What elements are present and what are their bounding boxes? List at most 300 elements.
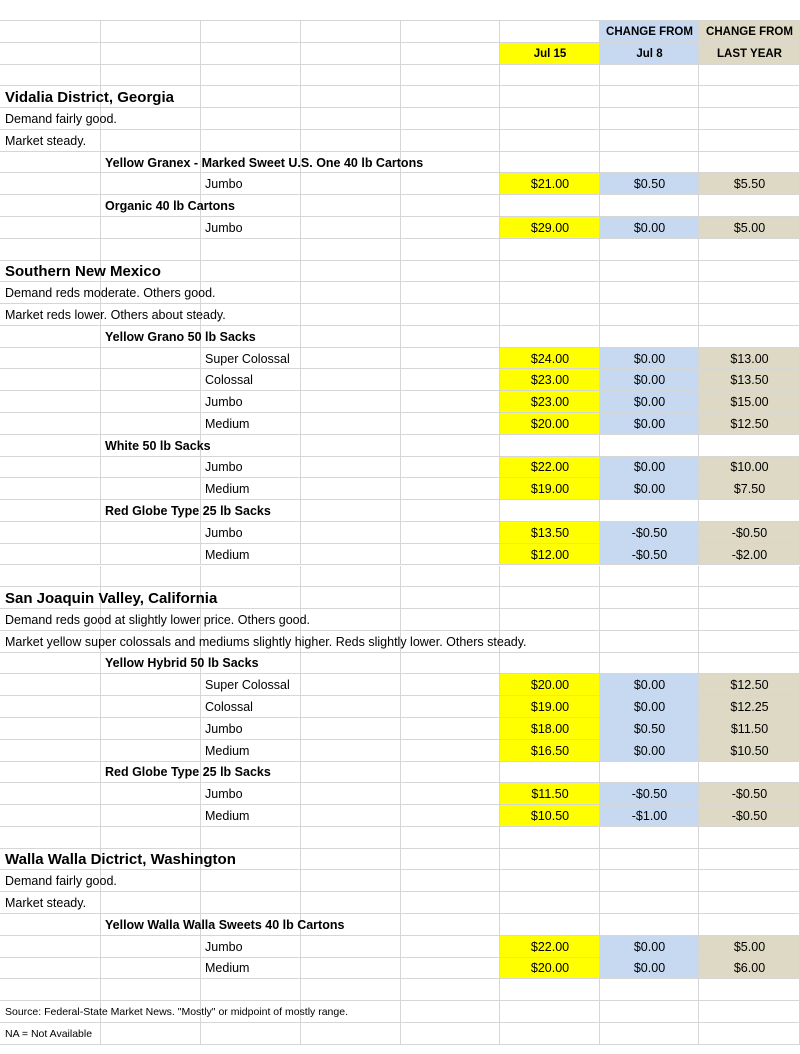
grid-cell[interactable] [600,435,699,457]
grid-cell[interactable] [401,718,500,740]
grid-cell[interactable] [301,43,401,65]
grid-cell[interactable] [101,936,201,958]
grid-cell[interactable] [401,653,500,675]
size-label: Colossal [205,700,253,715]
grid-cell[interactable] [301,936,401,958]
grid-cell[interactable] [500,849,600,871]
grid-cell[interactable] [101,1023,201,1045]
product-name: Yellow Hybrid 50 lb Sacks [105,656,259,671]
grid-cell[interactable] [0,457,101,479]
market-note: Demand reds good at slightly lower price. Others good. [5,612,311,627]
grid-cell[interactable] [401,674,500,696]
market-note-row [0,304,800,326]
grid-cell[interactable] [301,783,401,805]
grid-cell[interactable] [0,173,101,195]
week-ago-header: Jul 8 [636,47,663,60]
grid-cell[interactable] [301,195,401,217]
grid-cell[interactable] [500,827,600,849]
grid-cell[interactable] [301,261,401,283]
market-note-row [0,609,800,631]
grid-cell[interactable] [0,65,101,87]
grid-cell[interactable] [0,827,101,849]
grid-cell[interactable] [500,86,600,108]
grid-cell[interactable] [401,849,500,871]
change-from-week: -$1.00 [631,808,668,823]
region-title: Walla Walla Dictrict, Washington [5,851,236,868]
grid-cell[interactable] [0,783,101,805]
size-label: Jumbo [205,525,243,540]
grid-cell[interactable] [600,653,699,675]
product-header-row [0,435,800,457]
grid-cell[interactable] [301,587,401,609]
grid-cell[interactable] [699,979,800,1001]
grid-cell[interactable] [201,979,301,1001]
grid-cell[interactable] [401,21,500,43]
market-note: Market steady. [5,896,87,911]
grid-cell[interactable] [401,130,500,152]
grid-cell[interactable] [201,566,301,588]
grid-cell[interactable] [699,435,800,457]
grid-cell[interactable] [101,979,201,1001]
grid-cell[interactable] [401,566,500,588]
grid-cell[interactable] [101,827,201,849]
grid-cell[interactable] [500,326,600,348]
market-note-row [0,130,800,152]
grid-cell[interactable] [301,348,401,370]
grid-cell[interactable] [401,1001,500,1023]
grid-cell[interactable] [0,718,101,740]
grid-cell[interactable] [600,326,699,348]
grid-cell[interactable] [0,674,101,696]
grid-cell[interactable] [500,130,600,152]
grid-cell[interactable] [301,566,401,588]
grid-cell[interactable] [401,478,500,500]
grid-cell[interactable] [0,348,101,370]
grid-cell[interactable] [699,653,800,675]
grid-cell[interactable] [301,522,401,544]
grid-cell[interactable] [101,43,201,65]
grid-cell[interactable] [699,609,800,631]
grid-cell[interactable] [301,805,401,827]
grid-cell[interactable] [201,827,301,849]
grid-cell[interactable] [301,413,401,435]
grid-cell[interactable] [0,762,101,784]
current-date-header: Jul 15 [533,47,567,60]
grid-cell[interactable] [301,130,401,152]
grid-cell[interactable] [401,696,500,718]
current-price: $29.00 [530,220,570,235]
current-price: $20.00 [530,416,570,431]
grid-cell[interactable] [500,653,600,675]
grid-cell[interactable] [0,391,101,413]
grid-cell[interactable] [101,21,201,43]
grid-cell[interactable] [201,435,301,457]
grid-cell[interactable] [301,740,401,762]
grid-cell[interactable] [500,65,600,87]
grid-cell[interactable] [0,21,101,43]
grid-cell[interactable] [401,86,500,108]
header-row-change-from [0,21,800,43]
price-row [0,369,800,391]
price-row [0,958,800,980]
grid-cell[interactable] [600,195,699,217]
grid-cell[interactable] [301,173,401,195]
footer-source: Source: Federal-State Market News. "Mostly" or midpoint of mostly range. [5,1005,348,1018]
grid-cell[interactable] [301,21,401,43]
grid-cell[interactable] [401,958,500,980]
grid-cell[interactable] [699,631,800,653]
market-note: Market steady. [5,133,87,148]
grid-cell[interactable] [600,762,699,784]
product-name: Yellow Granex - Marked Sweet U.S. One 40 lb Cartons [105,155,424,170]
grid-cell[interactable] [699,566,800,588]
grid-cell[interactable] [201,261,301,283]
grid-cell[interactable] [201,892,301,914]
grid-cell[interactable] [500,282,600,304]
grid-cell[interactable] [101,522,201,544]
grid-cell[interactable] [201,239,301,261]
grid-cell[interactable] [699,1001,800,1023]
grid-cell[interactable] [600,1023,699,1045]
grid-cell[interactable] [600,152,699,174]
grid-cell[interactable] [401,173,500,195]
grid-cell[interactable] [401,522,500,544]
grid-cell[interactable] [600,108,699,130]
grid-cell[interactable] [101,173,201,195]
market-note-row [0,870,800,892]
grid-cell[interactable] [0,500,101,522]
grid-cell[interactable] [301,870,401,892]
grid-cell[interactable] [101,892,201,914]
grid-cell[interactable] [500,587,600,609]
grid-cell[interactable] [699,500,800,522]
grid-cell[interactable] [301,544,401,566]
grid-cell[interactable] [500,108,600,130]
grid-cell[interactable] [401,870,500,892]
grid-cell[interactable] [0,195,101,217]
grid-cell[interactable] [301,609,401,631]
grid-cell[interactable] [201,86,301,108]
grid-cell[interactable] [201,870,301,892]
change-from-year: $11.50 [730,721,769,736]
price-row [0,696,800,718]
grid-cell[interactable] [500,21,600,43]
grid-cell[interactable] [101,696,201,718]
grid-cell[interactable] [101,413,201,435]
grid-cell[interactable] [500,1001,600,1023]
grid-cell[interactable] [401,762,500,784]
change-from-week: $0.00 [633,373,666,388]
price-row [0,544,800,566]
grid-cell[interactable] [301,217,401,239]
grid-cell[interactable] [600,86,699,108]
grid-cell[interactable] [600,130,699,152]
grid-cell[interactable] [201,282,301,304]
grid-cell[interactable] [201,43,301,65]
grid-cell[interactable] [699,892,800,914]
size-label: Super Colossal [205,678,290,693]
grid-cell[interactable] [600,849,699,871]
size-label: Jumbo [205,220,243,235]
grid-cell[interactable] [500,762,600,784]
grid-cell[interactable] [401,413,500,435]
last-year-header: LAST YEAR [717,47,782,60]
grid-cell[interactable] [0,152,101,174]
grid-cell[interactable] [500,500,600,522]
grid-cell[interactable] [500,914,600,936]
grid-cell[interactable] [301,718,401,740]
grid-cell[interactable] [600,914,699,936]
grid-cell[interactable] [401,108,500,130]
grid-cell[interactable] [101,544,201,566]
grid-cell[interactable] [0,217,101,239]
grid-cell[interactable] [101,783,201,805]
change-from-week: $0.00 [633,395,666,410]
grid-cell[interactable] [0,43,101,65]
grid-cell[interactable] [301,369,401,391]
grid-cell[interactable] [401,805,500,827]
grid-cell[interactable] [301,391,401,413]
grid-cell[interactable] [699,152,800,174]
grid-cell[interactable] [301,304,401,326]
grid-cell[interactable] [101,740,201,762]
grid-cell[interactable] [301,326,401,348]
grid-cell[interactable] [699,195,800,217]
grid-cell[interactable] [699,108,800,130]
grid-cell[interactable] [699,914,800,936]
grid-cell[interactable] [201,130,301,152]
grid-cell[interactable] [101,239,201,261]
change-from-week: $0.00 [633,700,666,715]
grid-cell[interactable] [500,979,600,1001]
grid-cell[interactable] [101,566,201,588]
grid-cell[interactable] [401,217,500,239]
grid-cell[interactable] [101,457,201,479]
grid-cell[interactable] [301,1023,401,1045]
grid-cell[interactable] [699,282,800,304]
grid-cell[interactable] [401,500,500,522]
grid-cell[interactable] [699,762,800,784]
grid-cell[interactable] [401,544,500,566]
grid-cell[interactable] [600,979,699,1001]
grid-cell[interactable] [600,870,699,892]
grid-cell[interactable] [500,566,600,588]
market-note: Market yellow super colossals and mediums slightly higher. Reds slightly lower. Others steady. [5,634,527,649]
grid-cell[interactable] [401,457,500,479]
grid-cell[interactable] [600,566,699,588]
grid-cell[interactable] [0,239,101,261]
product-name: Red Globe Type 25 lb Sacks [105,504,271,519]
grid-cell[interactable] [500,152,600,174]
grid-cell[interactable] [201,1023,301,1045]
grid-cell[interactable] [401,304,500,326]
grid-cell[interactable] [0,914,101,936]
grid-cell[interactable] [500,304,600,326]
grid-cell[interactable] [401,326,500,348]
grid-cell[interactable] [0,369,101,391]
grid-cell[interactable] [301,500,401,522]
grid-cell[interactable] [401,827,500,849]
grid-cell[interactable] [101,805,201,827]
grid-cell[interactable] [101,391,201,413]
grid-cell[interactable] [600,827,699,849]
grid-cell[interactable] [101,348,201,370]
grid-cell[interactable] [301,892,401,914]
grid-cell[interactable] [401,282,500,304]
grid-cell[interactable] [0,740,101,762]
grid-cell[interactable] [500,435,600,457]
grid-cell[interactable] [600,892,699,914]
grid-cell[interactable] [0,958,101,980]
grid-cell[interactable] [500,239,600,261]
grid-cell[interactable] [600,261,699,283]
grid-cell[interactable] [301,696,401,718]
grid-cell[interactable] [301,653,401,675]
price-row [0,478,800,500]
grid-cell[interactable] [500,870,600,892]
change-from-year: $7.50 [733,482,766,497]
grid-cell[interactable] [401,369,500,391]
grid-cell[interactable] [0,979,101,1001]
grid-cell[interactable] [0,435,101,457]
change-from-week: $0.00 [633,482,666,497]
grid-cell[interactable] [0,936,101,958]
current-price: $22.00 [530,460,570,475]
grid-cell[interactable] [201,108,301,130]
current-price: $12.00 [530,547,570,562]
grid-cell[interactable] [401,914,500,936]
grid-cell[interactable] [0,566,101,588]
grid-cell[interactable] [600,282,699,304]
grid-cell[interactable] [101,718,201,740]
grid-cell[interactable] [600,239,699,261]
grid-cell[interactable] [0,653,101,675]
grid-cell[interactable] [301,239,401,261]
grid-cell[interactable] [699,304,800,326]
grid-cell[interactable] [401,587,500,609]
price-row [0,522,800,544]
size-label: Jumbo [205,721,243,736]
grid-cell[interactable] [0,522,101,544]
grid-cell[interactable] [0,544,101,566]
grid-cell[interactable] [500,892,600,914]
grid-cell[interactable] [401,435,500,457]
change-from-week: $0.00 [633,939,666,954]
grid-cell[interactable] [401,936,500,958]
grid-cell[interactable] [699,827,800,849]
grid-cell[interactable] [600,587,699,609]
grid-cell[interactable] [699,239,800,261]
current-price: $19.00 [530,482,570,497]
price-row [0,718,800,740]
grid-cell[interactable] [0,696,101,718]
grid-cell[interactable] [301,958,401,980]
grid-cell[interactable] [401,43,500,65]
grid-cell[interactable] [301,65,401,87]
grid-cell[interactable] [101,130,201,152]
grid-cell[interactable] [600,304,699,326]
grid-cell[interactable] [401,979,500,1001]
grid-cell[interactable] [101,958,201,980]
grid-cell[interactable] [401,740,500,762]
change-from-year: $15.00 [730,395,769,410]
grid-cell[interactable] [699,870,800,892]
grid-cell[interactable] [699,1023,800,1045]
grid-cell[interactable] [401,1023,500,1045]
product-name: Yellow Grano 50 lb Sacks [105,329,256,344]
grid-cell[interactable] [401,239,500,261]
grid-cell[interactable] [600,500,699,522]
grid-cell[interactable] [301,86,401,108]
grid-cell[interactable] [301,827,401,849]
grid-cell[interactable] [301,282,401,304]
grid-cell[interactable] [699,326,800,348]
grid-cell[interactable] [101,674,201,696]
grid-cell[interactable] [401,609,500,631]
grid-cell[interactable] [301,435,401,457]
grid-cell[interactable] [101,478,201,500]
grid-cell[interactable] [401,783,500,805]
market-note-row [0,631,800,653]
grid-cell[interactable] [301,762,401,784]
grid-cell[interactable] [301,849,401,871]
grid-cell[interactable] [600,631,699,653]
grid-cell[interactable] [0,478,101,500]
grid-cell[interactable] [600,1001,699,1023]
grid-cell[interactable] [600,609,699,631]
grid-cell[interactable] [699,130,800,152]
grid-cell[interactable] [301,108,401,130]
grid-cell[interactable] [699,261,800,283]
grid-cell[interactable] [101,369,201,391]
grid-cell[interactable] [0,326,101,348]
grid-cell[interactable] [201,21,301,43]
grid-cell[interactable] [401,892,500,914]
current-price: $20.00 [530,961,570,976]
price-row [0,783,800,805]
grid-cell[interactable] [201,65,301,87]
grid-cell[interactable] [500,609,600,631]
current-price: $22.00 [530,939,570,954]
grid-cell[interactable] [500,1023,600,1045]
grid-cell[interactable] [301,478,401,500]
grid-cell[interactable] [401,65,500,87]
grid-cell[interactable] [301,674,401,696]
change-from-week-header: CHANGE FROM [606,25,693,38]
grid-cell[interactable] [600,65,699,87]
grid-cell[interactable] [301,979,401,1001]
market-note: Demand fairly good. [5,111,117,126]
grid-cell[interactable] [101,65,201,87]
grid-cell[interactable] [699,65,800,87]
grid-cell[interactable] [699,849,800,871]
change-from-week: $0.50 [633,721,666,736]
price-row [0,936,800,958]
grid-cell[interactable] [500,261,600,283]
grid-cell[interactable] [500,195,600,217]
grid-cell[interactable] [401,195,500,217]
size-label: Medium [205,808,250,823]
grid-cell[interactable] [699,587,800,609]
grid-cell[interactable] [401,261,500,283]
grid-cell[interactable] [401,391,500,413]
grid-cell[interactable] [401,348,500,370]
grid-cell[interactable] [699,86,800,108]
grid-cell[interactable] [101,217,201,239]
grid-cell[interactable] [301,457,401,479]
grid-cell[interactable] [0,413,101,435]
grid-cell[interactable] [0,805,101,827]
